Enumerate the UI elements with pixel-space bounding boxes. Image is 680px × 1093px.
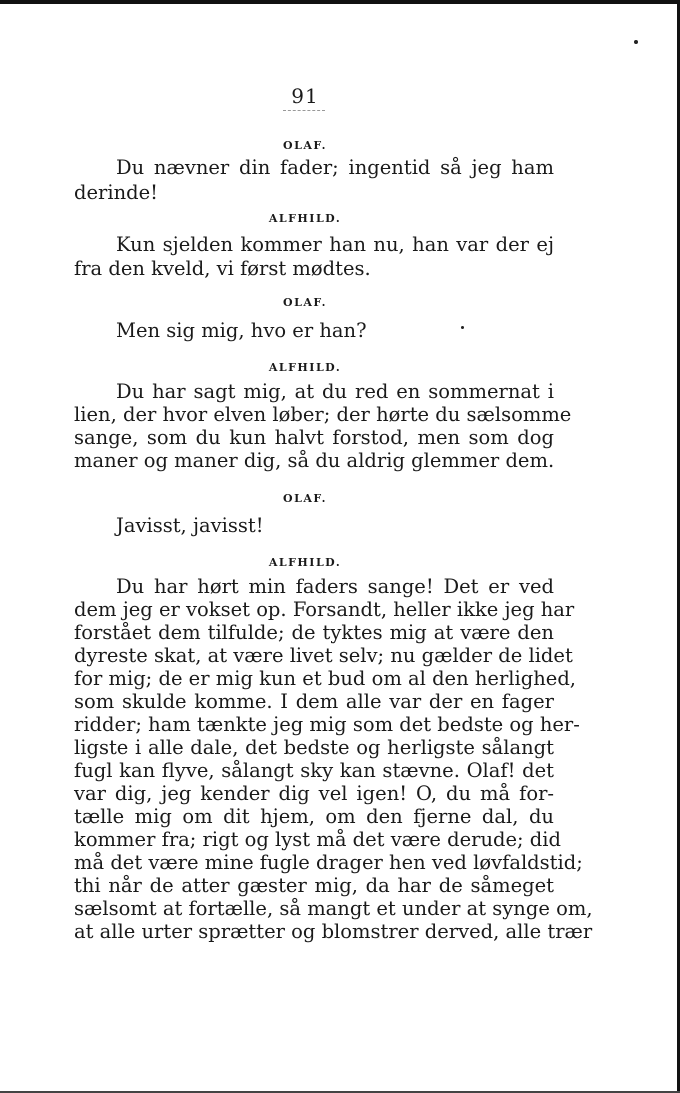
text-line: tælle mig om dit hjem, om den fjerne dal, du <box>74 805 554 828</box>
text-line: dem jeg er vokset op. Forsandt, heller ikke jeg har <box>74 598 575 621</box>
text-line: Du har sagt mig, at du red en sommernat i <box>116 380 554 403</box>
text-line: fugl kan flyve, sålangt sky kan stævne. Olaf! det <box>74 759 554 782</box>
text-line: ridder; ham tænkte jeg mig som det bedste og her- <box>74 713 580 736</box>
text-line: Kun sjelden kommer han nu, han var der ej <box>116 233 554 256</box>
text-line: dyreste skat, at være livet selv; nu gælder de lidet <box>74 644 573 667</box>
text-line: maner og maner dig, så du aldrig glemmer dem. <box>74 449 555 472</box>
text-line: må det være mine fugle drager hen ved løvfaldstid; <box>74 851 583 874</box>
text-line: Du nævner din fader; ingentid så jeg ham <box>116 156 554 179</box>
scan-speck <box>634 40 638 44</box>
speaker-heading: ALFHILD. <box>268 556 342 569</box>
page-number-rule <box>283 110 325 111</box>
text-line: som skulde komme. I dem alle var der en fager <box>74 690 554 713</box>
speaker-heading: OLAF. <box>283 296 327 309</box>
text-line: for mig; de er mig kun et bud om al den herlighed, <box>74 667 577 690</box>
text-line: thi når de atter gæster mig, da har de såmeget <box>74 874 554 897</box>
text-line: ligste i alle dale, det bedste og herligste sålangt <box>74 736 554 759</box>
speaker-heading: ALFHILD. <box>268 361 342 374</box>
text-line: var dig, jeg kender dig vel igen! O, du må for- <box>74 782 554 805</box>
text-line: lien, der hvor elven løber; der hørte du sælsomme <box>74 403 572 426</box>
speaker-heading: OLAF. <box>283 139 327 152</box>
text-line: Javisst, javisst! <box>116 514 264 537</box>
page-number: 91 <box>291 84 319 108</box>
speaker-heading: OLAF. <box>283 492 327 505</box>
text-line: kommer fra; rigt og lyst må det være derude; did <box>74 828 561 851</box>
text-line: forstået dem tilfulde; de tyktes mig at være den <box>74 621 554 644</box>
text-line: at alle urter sprætter og blomstrer derved, alle trær <box>74 920 593 943</box>
text-line: Men sig mig, hvo er han? <box>116 319 367 342</box>
text-line: sange, som du kun halvt forstod, men som dog <box>74 426 554 449</box>
text-line: derinde! <box>74 181 158 204</box>
text-line: fra den kveld, vi først mødtes. <box>74 257 371 280</box>
scan-border-top <box>0 0 680 4</box>
text-line: Du har hørt min faders sange! Det er ved <box>116 575 554 598</box>
text-line: sælsomt at fortælle, så mangt et under at synge om, <box>74 897 593 920</box>
speaker-heading: ALFHILD. <box>268 212 342 225</box>
